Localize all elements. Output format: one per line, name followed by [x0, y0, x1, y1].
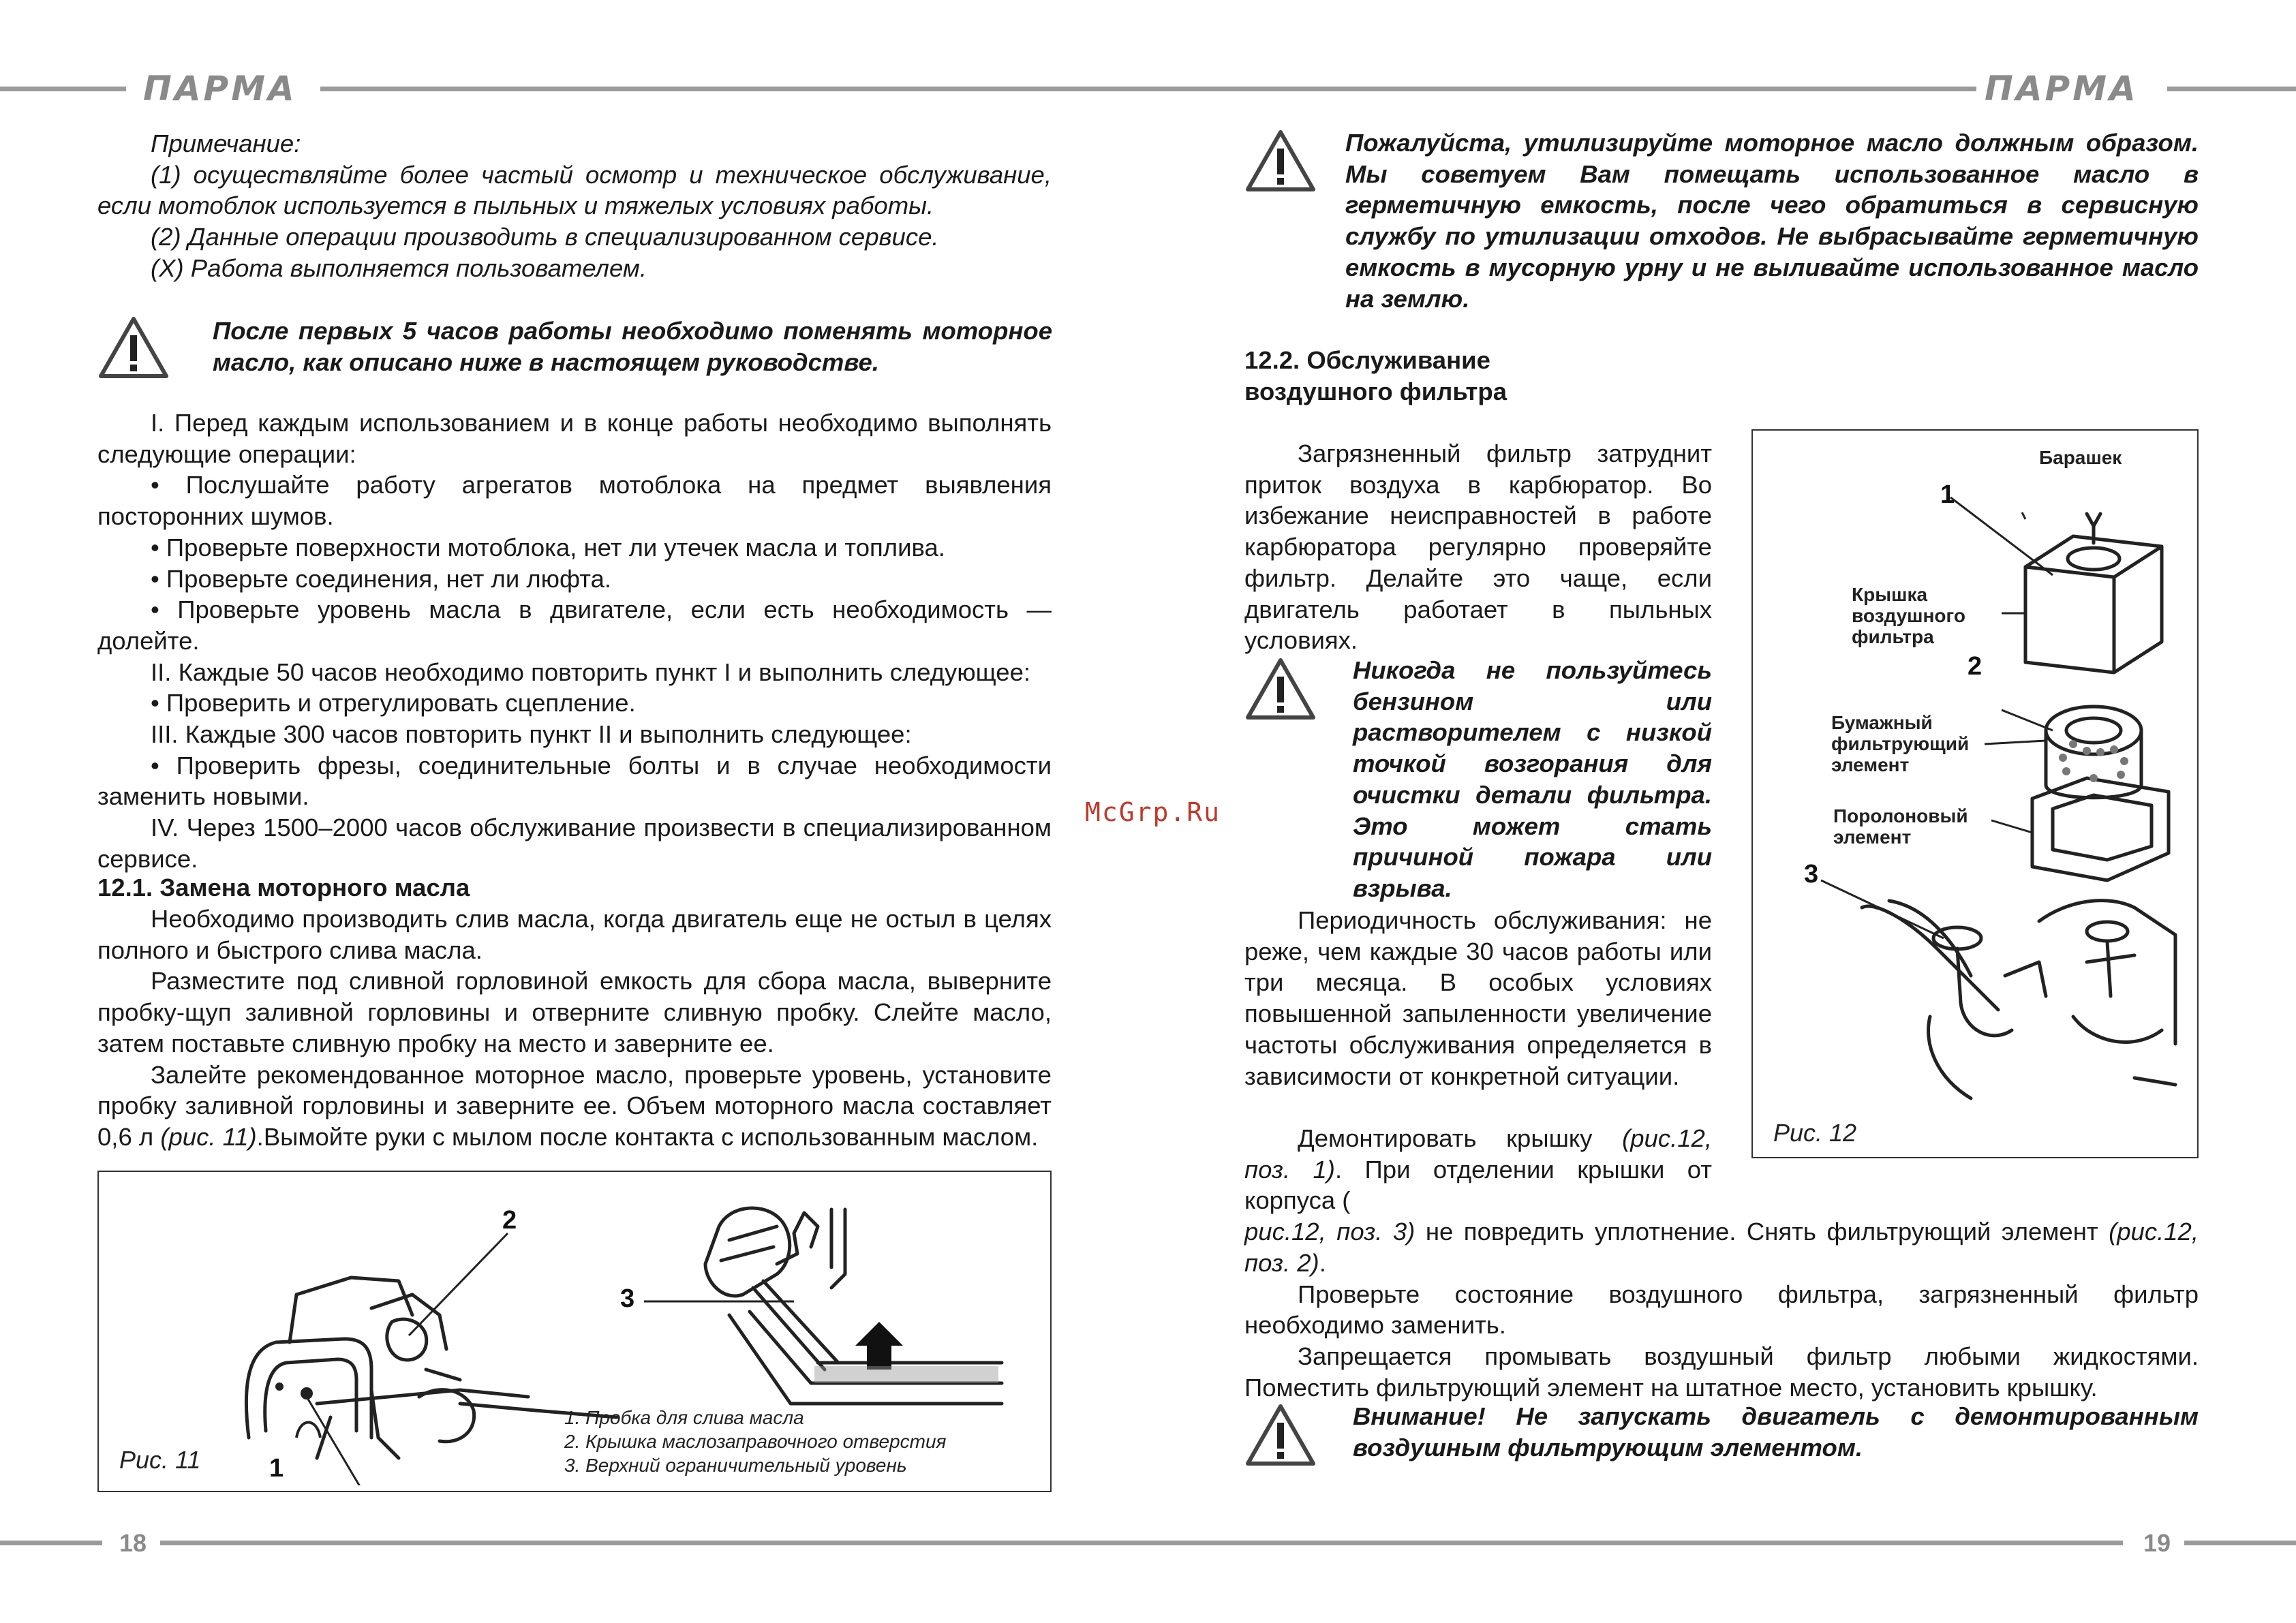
label-wing-nut: Барашек [2039, 447, 2122, 468]
fig11-label-2: 2 [502, 1206, 517, 1235]
page-number-right: 19 [2143, 1529, 2171, 1557]
header-rule-left-b [320, 87, 1976, 91]
fig12-label-1: 1 [1940, 480, 1955, 509]
brand-logo-left: ПАРМА [143, 69, 297, 108]
fig12-label-2: 2 [1968, 652, 1983, 681]
note-title: Примечание: [151, 129, 301, 157]
warning-no-filter-start [1353, 1401, 2199, 1463]
leader-line-3 [644, 1295, 801, 1308]
warning-first-oil-change [213, 315, 1052, 377]
oil-para-3-ref: (рис. 11) [160, 1122, 257, 1151]
footer-rule-left [0, 1541, 102, 1545]
warning-first-oil-change-text: После первых 5 часов работы необходимо поменять моторное масло, как описано ниже в настоящем руководстве. [213, 317, 1052, 376]
label-foam-element [1833, 805, 1997, 848]
label-filter-cover-text: Крышка воздушного фильтра [1852, 584, 1965, 647]
op-9: • Проверить фрезы, соединительные болты и в случае необходимости заменить новыми. [97, 751, 1052, 811]
para3-ref3: (рис.12, поз. 2) [1244, 1218, 2199, 1277]
air-filter-para-1-text: Загрязненный фильтр затруднит приток воздуха в карбюратор. Во избежание неисправностей в работе карбюратора регулярно проверяйте фильтр. Делайте это чаще, если двигатель работает в пыльных условиях. [1244, 439, 1712, 655]
air-filter-para-5: Запрещается промывать воздушный фильтр любыми жидкостями. Поместить фильтрующий элемент на штатное место, установить крышку. [1244, 1342, 2199, 1402]
para3-ref1: (рис.12, поз. 1) [1244, 1124, 1712, 1184]
oil-para-3 [97, 1060, 1052, 1153]
fig11-label-1: 1 [269, 1454, 284, 1483]
oil-para-3-start: Залейте рекомендованное моторное масло, проверьте уровень, установите пробку заливной горловины и заверните ее. Объем моторного масла составляет 0,6 л [97, 1060, 1052, 1151]
page-number-left: 18 [119, 1529, 147, 1557]
warning-icon [1244, 128, 1317, 194]
header-rule-right [2167, 87, 2296, 91]
fig11-label-3: 3 [620, 1284, 635, 1313]
oil-para-1: Необходимо производить слив масла, когда двигатель еще не остыл в целях полного и быстрого слива масла. [97, 905, 1052, 964]
note-item-2: (2) Данные операции производить в специализированном сервисе. [151, 223, 939, 251]
header-rule-left-a [0, 87, 126, 91]
para3-b: . При отделении крышки от корпуса ( [1244, 1155, 1712, 1215]
figure-12 [1751, 429, 2199, 1158]
label-foam-element-text: Поролоновый элемент [1833, 805, 1968, 848]
warning-icon [1244, 1402, 1317, 1468]
watermark: McGrp.Ru [1085, 797, 1221, 827]
section-title-air-filter [1244, 345, 1507, 407]
para3-a: Демонтировать крышку [1298, 1124, 1623, 1152]
op-8: III. Каждые 300 часов повторить пункт II и выполнить следующее: [151, 720, 912, 749]
para3-d: . [1319, 1248, 1326, 1277]
op-1: I. Перед каждым использованием и в конце работы необходимо выполнять следующие операции: [97, 409, 1052, 468]
air-filter-para-3-cont [1244, 1216, 2199, 1278]
op-5: • Проверьте уровень масла в двигателе, если есть необходимость — долейте. [97, 596, 1052, 655]
warning-no-filter-start-text: Внимание! Не запускать двигатель с демонтированным воздушным фильтрующим элементом. [1353, 1402, 2199, 1462]
fig11-legend [564, 1406, 946, 1477]
note-item-3: (X) Работа выполняется пользователем. [151, 253, 647, 282]
para3-ref2: рис.12, поз. 3) [1244, 1218, 1415, 1246]
air-filter-para-1 [1244, 438, 1712, 656]
legend-item-3: 3. Верхний ограничительный уровень [564, 1455, 907, 1476]
oil-para-2: Разместите под сливной горловиной емкость для сбора масла, выверните пробку-щуп заливной горловины и отверните сливную пробку. Слейте масло, затем поставьте сливную пробку на место и заверните ее. [97, 967, 1052, 1057]
air-filter-para-4: Проверьте состояние воздушного фильтра, загрязненный фильтр необходимо заменить. [1244, 1280, 2199, 1340]
warning-oil-disposal [1345, 127, 2199, 314]
warning-no-gasoline-text: Никогда не пользуйтесь бензином или растворителем с низкой точкой возгорания для очистки детали фильтра. Это может стать причиной пожара или взрыва. [1353, 656, 1712, 902]
op-2: • Послушайте работу агрегатов мотоблока на предмет выявления посторонних шумов. [97, 471, 1052, 531]
warning-no-gasoline [1353, 655, 1712, 904]
oil-change-block [97, 903, 1052, 1153]
op-6: II. Каждые 50 часов необходимо повторить пункт I и выполнить следующее: [151, 658, 1031, 686]
air-filter-para-2 [1244, 905, 1712, 1092]
label-filter-cover [1852, 584, 1988, 647]
section-title-oil-change: 12.1. Замена моторного масла [97, 874, 470, 901]
note-item-1: (1) осуществляйте более частый осмотр и техническое обслуживание, если мотоблок используется в пыльных и тяжелых условиях работы. [97, 160, 1052, 220]
figure-11 [97, 1171, 1052, 1492]
fig12-caption: Рис. 12 [1773, 1119, 1857, 1147]
legend-item-1: 1. Пробка для слива масла [564, 1407, 804, 1428]
section-title-air-filter-line-1: 12.2. Обслуживание [1244, 346, 1490, 374]
warning-icon [1244, 656, 1317, 722]
op-7: • Проверить и отрегулировать сцепление. [151, 689, 636, 717]
footer-rule-right [2184, 1541, 2296, 1545]
warning-oil-disposal-text: Пожалуйста, утилизируйте моторное масло должным образом. Мы советуем Вам помещать использованное масло в герметичную емкость, после чего обратиться в сервисную службу по утилизации отходов. Не выбрасывайте герметичную емкость в мусорную урну и не выливайте использованное масло на землю. [1345, 129, 2199, 313]
air-filter-para-2-text: Периодичность обслуживания: не реже, чем каждые 30 часов работы или три месяца. В особых условиях повышенной запыленности увеличение частоты обслуживания определяется в зависимости от конкретной ситуации. [1244, 906, 1712, 1090]
air-filter-para-3-text [1244, 1123, 1712, 1216]
fig12-label-3: 3 [1804, 860, 1819, 888]
label-paper-element-text: Бумажный фильтрующий элемент [1831, 712, 1970, 775]
air-filter-para-3 [1244, 1123, 2199, 1403]
op-4: • Проверьте соединения, нет ли люфта. [151, 564, 612, 593]
air-filter-drawing [1753, 431, 2197, 1157]
label-paper-element [1831, 712, 1995, 775]
footer-rule-middle [160, 1541, 2123, 1545]
warning-icon [97, 315, 170, 380]
oil-para-3-end: .Вымойте руки с мылом после контакта с использованным маслом. [256, 1122, 1039, 1151]
para3-c: не повредить уплотнение. Снять фильтрующий элемент [1415, 1218, 2109, 1246]
section-title-air-filter-line-2: воздушного фильтра [1244, 377, 1507, 405]
op-3: • Проверьте поверхности мотоблока, нет ли утечек масла и топлива. [151, 533, 945, 561]
brand-logo-right: ПАРМА [1985, 69, 2139, 108]
note-block [97, 128, 1052, 284]
legend-item-2: 2. Крышка маслозаправочного отверстия [564, 1431, 947, 1452]
fig11-caption: Рис. 11 [119, 1446, 201, 1474]
op-10: IV. Через 1500–2000 часов обслуживание произвести в специализированном сервисе. [97, 814, 1052, 873]
operations-block [97, 407, 1052, 875]
